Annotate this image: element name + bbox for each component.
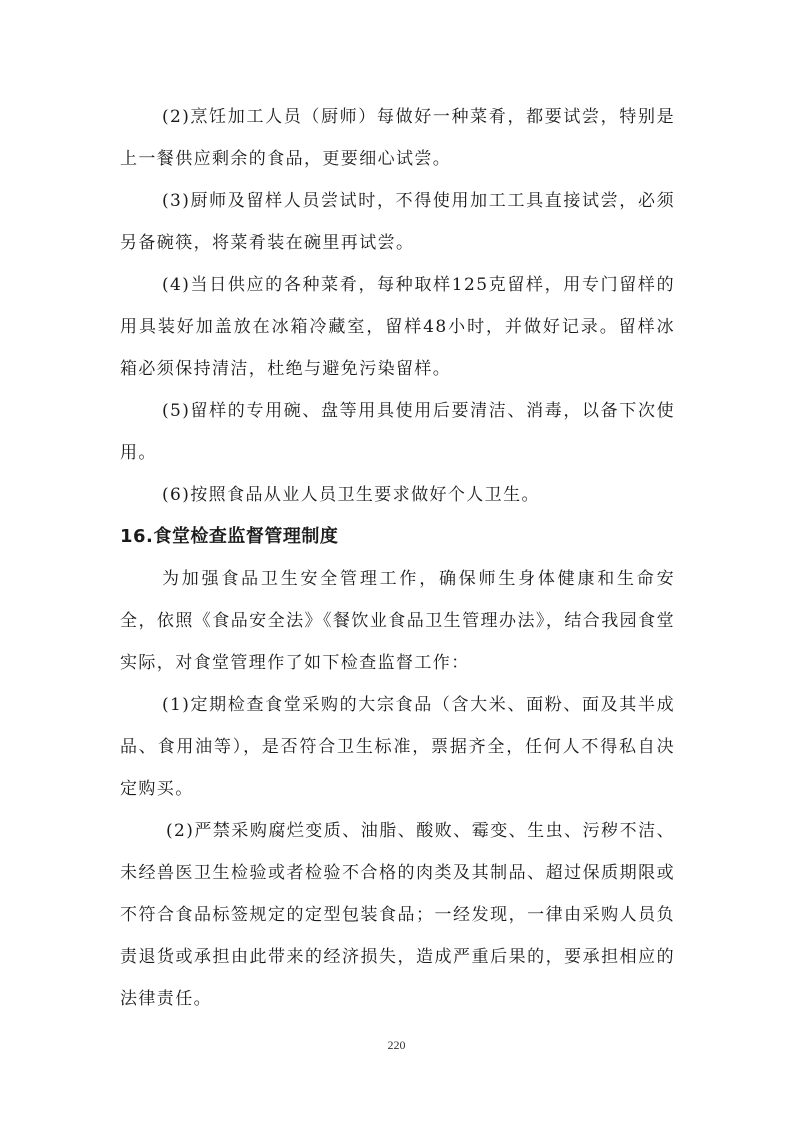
paragraph-2-tasting: (2)烹饪加工人员（厨师）每做好一种菜肴，都要试尝，特别是上一餐供应剩余的食品，更要细心试尝。 (120, 107, 675, 169)
section-heading: 16.食堂检查监督管理制度 (120, 526, 339, 547)
section-paragraph-1-bulk-food: (1)定期检查食堂采购的大宗食品（含大米、面粉、面及其半成品、食用油等），是否符合卫生标准，票据齐全，任何人不得私自决定购买。 (120, 695, 675, 799)
section-intro-paragraph: 为加强食品卫生安全管理工作，确保师生身体健康和生命安全，依照《食品安全法》《餐饮业食品卫生管理办法》，结合我园食堂实际，对食堂管理作了如下检查监督工作： (120, 569, 675, 673)
paragraph-3-tasting-utensils: (3)厨师及留样人员尝试时，不得使用加工工具直接试尝，必须另备碗筷，将菜肴装在碗里再试尝。 (120, 191, 675, 253)
page-number: 220 (387, 1038, 406, 1052)
paragraph-5-utensil-cleaning: (5)留样的专用碗、盘等用具使用后要清洁、消毒，以备下次使用。 (120, 401, 675, 463)
paragraph-6-personal-hygiene: (6)按照食品从业人员卫生要求做好个人卫生。 (162, 485, 540, 505)
paragraph-4-sample-retention: (4)当日供应的各种菜肴，每种取样125克留样，用专门留样的用具装好加盖放在冰箱冷藏室，留样48小时，并做好记录。留样冰箱必须保持清洁，杜绝与避免污染留样。 (120, 275, 675, 379)
section-paragraph-2-prohibited-purchases: (2)严禁采购腐烂变质、油脂、酸败、霉变、生虫、污秽不洁、未经兽医卫生检验或者检验不合格的肉类及其制品、超过保质期限或不符合食品标签规定的定型包装食品；一经发现，一律由采购人员负责退货或承担由此带来的经济损失，造成严重后果的，要承担相应的法律责任。 (120, 821, 675, 1009)
